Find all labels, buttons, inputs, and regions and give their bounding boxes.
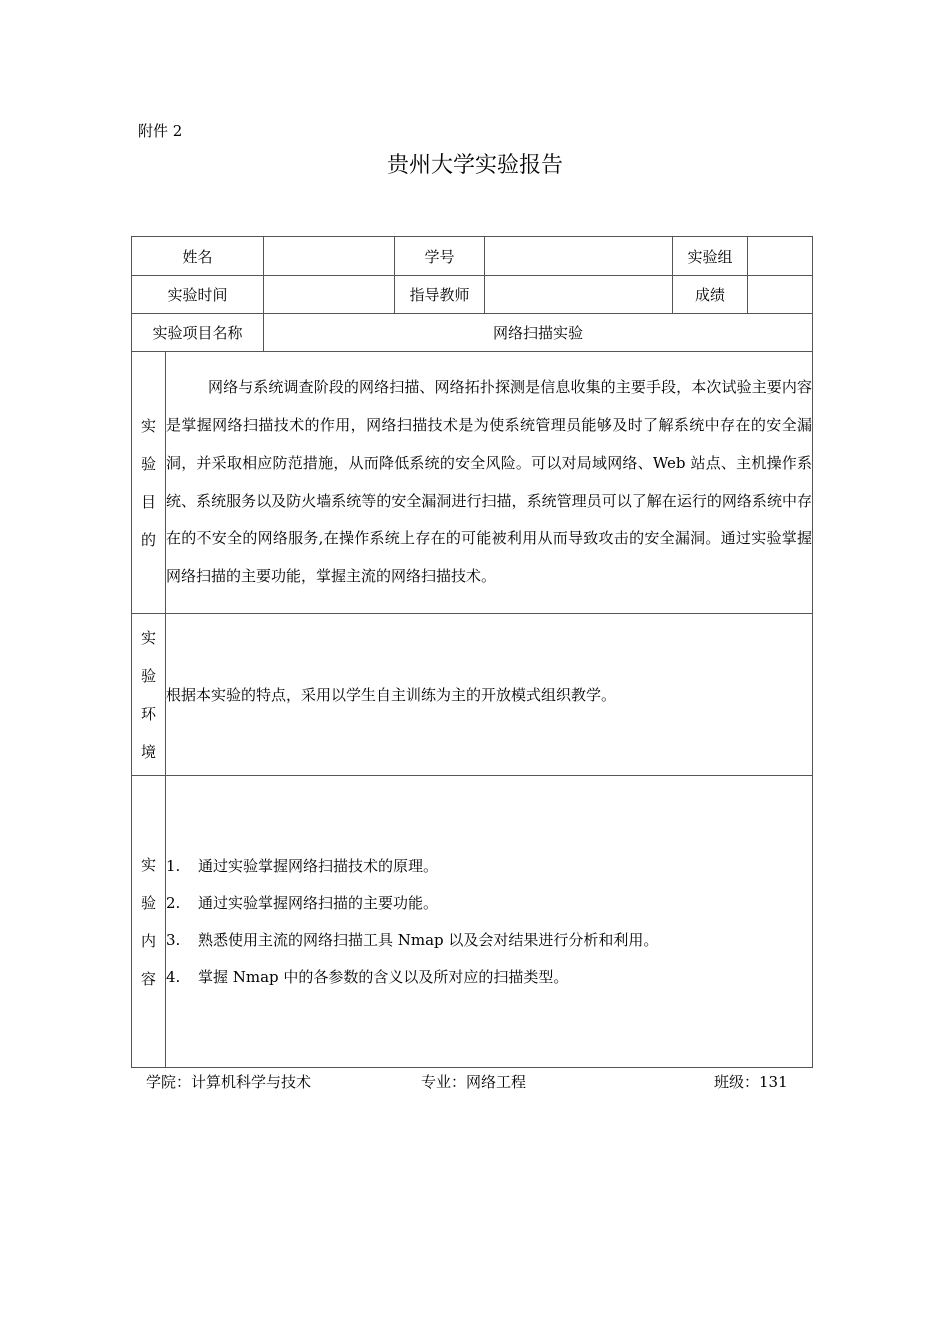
name-value <box>264 237 395 276</box>
content-row <box>132 776 813 1068</box>
environment-label-char: 验 <box>140 666 156 685</box>
name-label: 姓名 <box>132 237 264 276</box>
class-label: 班级：131 <box>714 1073 788 1091</box>
environment-label-char: 环 <box>140 704 156 723</box>
content-label-char: 实 <box>140 855 156 874</box>
list-item-text: 熟悉使用主流的网络扫描工具 Nmap 以及会对结果进行分析和利用。 <box>198 930 659 949</box>
content-label-char: 容 <box>140 969 156 988</box>
purpose-text: 网络与系统调查阶段的网络扫描、网络拓扑探测是信息收集的主要手段，本次试验主要内容是掌握网络扫描技术的作用，网络扫描技术是为使系统管理员能够及时了解系统中存在的安全漏洞，并采取相应防范措施，从而降低系统的安全风险。可以对局域网络、Web 站点、主机操作系统、系统服务以及防火墙系统等的安全漏洞进行扫描，系统管理员可以了解在运行的网络系统中存在的不安全的网络服务,在操作系统上存在的可能被利用从而导致攻击的安全漏洞。通过实验掌握网络扫描的主要功能，掌握主流的网络扫描技术。 <box>166 378 813 585</box>
content-label-char: 验 <box>140 893 156 912</box>
teacher-value <box>485 276 673 314</box>
environment-label-char: 境 <box>140 742 156 761</box>
teacher-label: 指导教师 <box>395 276 485 314</box>
content-label-char: 内 <box>140 931 156 950</box>
environment-label <box>132 614 166 776</box>
list-item-text: 通过实验掌握网络扫描技术的原理。 <box>198 856 439 875</box>
report-title: 贵州大学实验报告 <box>386 153 563 178</box>
content-list <box>166 776 813 1068</box>
environment-row <box>132 614 813 776</box>
list-item <box>166 959 812 996</box>
attachment-label: 附件 2 <box>138 122 183 140</box>
purpose-label-char: 实 <box>140 416 156 435</box>
project-row <box>132 314 813 352</box>
purpose-label-char: 验 <box>140 454 156 473</box>
major-label: 专业：网络工程 <box>421 1073 527 1091</box>
content-label <box>132 776 166 1068</box>
list-item-number: 4. <box>166 967 181 986</box>
footer <box>0 1071 950 1093</box>
environment-label-char: 实 <box>140 628 156 647</box>
list-item <box>166 848 812 885</box>
project-label: 实验项目名称 <box>132 314 264 352</box>
info-row-2 <box>132 276 813 314</box>
score-label: 成绩 <box>673 276 748 314</box>
time-label: 实验时间 <box>132 276 264 314</box>
purpose-label <box>132 352 166 614</box>
group-value <box>748 237 813 276</box>
group-label: 实验组 <box>673 237 748 276</box>
purpose-label-char: 目 <box>140 492 156 511</box>
list-item-text: 通过实验掌握网络扫描的主要功能。 <box>198 893 439 912</box>
list-item <box>166 922 812 959</box>
info-row-1 <box>132 237 813 276</box>
college-label: 学院：计算机科学与技术 <box>146 1073 312 1091</box>
student-id-label: 学号 <box>395 237 485 276</box>
list-item-text: 掌握 Nmap 中的各参数的含义以及所对应的扫描类型。 <box>198 967 569 986</box>
report-table <box>131 236 813 1068</box>
score-value <box>748 276 813 314</box>
time-value <box>264 276 395 314</box>
purpose-text-cell <box>166 352 813 614</box>
purpose-row <box>132 352 813 614</box>
purpose-label-char: 的 <box>140 530 156 549</box>
list-item-number: 1. <box>166 856 181 875</box>
project-value: 网络扫描实验 <box>264 314 813 352</box>
list-item-number: 3. <box>166 930 181 949</box>
list-item-number: 2. <box>166 893 181 912</box>
list-item <box>166 885 812 922</box>
environment-text: 根据本实验的特点，采用以学生自主训练为主的开放模式组织教学。 <box>166 614 813 776</box>
student-id-value <box>485 237 673 276</box>
